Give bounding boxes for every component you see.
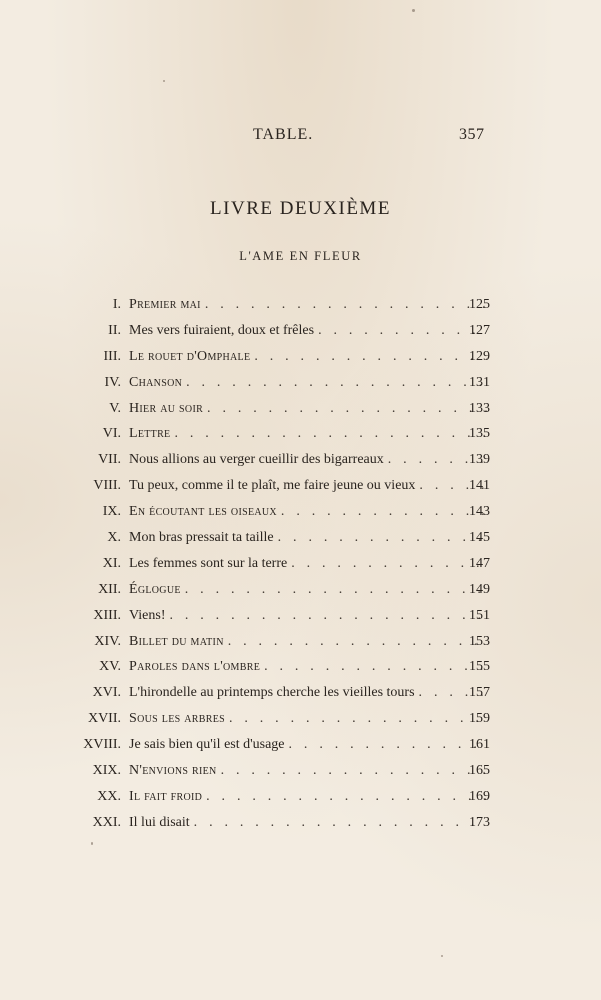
toc-entry-number: XVII. [87, 711, 121, 727]
toc-dot-leader [185, 580, 487, 600]
toc-entry-number: VI. [102, 426, 121, 442]
toc-dot-leader [206, 787, 487, 807]
toc-entry [0, 321, 601, 347]
toc-entry-number: XXI. [92, 814, 121, 830]
toc-dot-leader [221, 761, 487, 781]
toc-entry-number: II. [108, 322, 121, 338]
toc-entry-title: Chanson [129, 374, 183, 390]
toc-entry-body [129, 632, 487, 652]
toc-entry [0, 424, 601, 450]
toc-entry-title: Églogue [129, 581, 181, 597]
toc-entry-page: 143 [469, 504, 490, 520]
paper-speck [163, 80, 165, 82]
running-head [0, 126, 601, 150]
toc-entry [0, 476, 601, 502]
toc-entry-page: 149 [469, 581, 490, 597]
toc-entry-title: Il fait froid [129, 788, 203, 804]
toc-entry-body [129, 321, 487, 341]
toc-entry-title: Viens! [129, 607, 166, 623]
toc-entry [0, 761, 601, 787]
toc-entry [0, 399, 601, 425]
toc-dot-leader [278, 528, 487, 548]
toc-entry-number: I. [112, 297, 121, 312]
toc-dot-leader [194, 813, 487, 833]
toc-dot-leader [291, 554, 487, 574]
toc-entry-title: Hier au soir [129, 400, 204, 416]
toc-entry-title: Billet du matin [129, 633, 224, 649]
toc-entry-title: Premier mai [129, 297, 201, 312]
toc-entry-number: XV. [99, 659, 121, 675]
toc-entry-body [129, 554, 487, 574]
toc-entry-title: Mes vers fuiraient, doux et frêles [129, 322, 315, 338]
toc-entry-title: Les femmes sont sur la terre [129, 555, 288, 571]
toc-entry-page: 129 [469, 348, 490, 364]
toc-entry [0, 709, 601, 735]
toc-entry [0, 450, 601, 476]
toc-dot-leader [169, 606, 487, 626]
toc-dot-leader [318, 321, 487, 341]
toc-entry-title: Nous allions au verger cueillir des bigarreaux [129, 452, 384, 468]
toc-dot-leader [174, 424, 487, 444]
toc-entry-page: 125 [469, 297, 490, 312]
toc-entry-page: 153 [469, 633, 490, 649]
toc-entry-title: Je sais bien qu'il est d'usage [129, 737, 285, 753]
toc-entry-number: IV. [104, 374, 121, 390]
toc-entry-page: 155 [469, 659, 490, 675]
toc-entry-body [129, 295, 487, 315]
toc-entry-number: XIII. [93, 607, 121, 623]
toc-entry-page: 159 [469, 711, 490, 727]
toc-dot-leader [254, 347, 487, 367]
toc-entry-body [129, 735, 487, 755]
toc-entry-title: Il lui disait [129, 814, 190, 830]
toc-entry [0, 683, 601, 709]
toc-entry-body [129, 347, 487, 367]
toc-entry [0, 373, 601, 399]
toc-entry-page: 141 [469, 478, 490, 494]
toc-entry [0, 502, 601, 528]
toc-entry-number: XIV. [94, 633, 121, 649]
toc-entry-page: 131 [469, 374, 490, 390]
book-title: LIVRE DEUXIÈME [210, 198, 391, 219]
toc-entry-page: 169 [469, 788, 490, 804]
toc-entry-body [129, 606, 487, 626]
toc-entry-title: Tu peux, comme il te plaît, me faire jeune ou vieux [129, 478, 416, 494]
paper-speck [441, 955, 443, 957]
toc-entry-number: V. [109, 400, 121, 416]
toc-entry-page: 133 [469, 400, 490, 416]
toc-entry-body [129, 580, 487, 600]
toc-entry-page: 135 [469, 426, 490, 442]
toc-entry-title: Lettre [129, 426, 171, 442]
toc-entry-page: 157 [469, 685, 490, 701]
paper-speck [412, 9, 415, 12]
toc-dot-leader [207, 399, 487, 419]
toc-entry-page: 145 [469, 530, 490, 546]
toc-entry-title: Sous les arbres [129, 711, 225, 727]
toc-entry [0, 606, 601, 632]
section-title: L'AME EN FLEUR [239, 249, 362, 263]
toc-entry-body [129, 424, 487, 444]
toc-dot-leader [229, 709, 487, 729]
table-of-contents [0, 295, 601, 839]
toc-entry [0, 735, 601, 761]
toc-entry-page: 147 [469, 555, 490, 571]
toc-dot-leader [289, 735, 487, 755]
toc-entry-body [129, 528, 487, 548]
toc-entry-body [129, 709, 487, 729]
toc-entry-number: X. [107, 530, 121, 546]
toc-entry-title: Paroles dans l'ombre [129, 659, 261, 675]
toc-entry-body [129, 761, 487, 781]
toc-entry-page: 139 [469, 452, 490, 468]
toc-entry-page: 161 [469, 737, 490, 753]
toc-entry-title: Mon bras pressait ta taille [129, 530, 274, 546]
toc-entry-title: Le rouet d'Omphale [129, 348, 251, 364]
toc-entry-number: VII. [98, 452, 121, 468]
toc-entry [0, 632, 601, 658]
toc-entry [0, 580, 601, 606]
toc-entry [0, 657, 601, 683]
toc-entry-number: IX. [102, 504, 121, 520]
toc-entry-page: 173 [469, 814, 490, 830]
toc-dot-leader [228, 632, 487, 652]
paper-speck [91, 842, 93, 845]
toc-entry-number: XI. [102, 555, 121, 571]
toc-dot-leader [264, 657, 487, 677]
toc-entry [0, 813, 601, 839]
toc-entry-page: 165 [469, 763, 490, 779]
toc-entry-body [129, 657, 487, 677]
toc-entry-body [129, 787, 487, 807]
toc-entry [0, 295, 601, 321]
toc-dot-leader [281, 502, 487, 522]
toc-entry-body [129, 502, 487, 522]
toc-entry-number: VIII. [93, 478, 121, 494]
toc-entry-number: XX. [97, 788, 121, 804]
toc-entry-number: XIX. [92, 763, 121, 779]
toc-entry-number: XII. [98, 581, 121, 597]
toc-entry-body [129, 450, 487, 470]
toc-entry-body [129, 399, 487, 419]
toc-entry-title: L'hirondelle au printemps cherche les vieilles tours [129, 685, 415, 701]
toc-entry [0, 787, 601, 813]
toc-entry-body [129, 373, 487, 393]
page-number: 357 [459, 126, 485, 143]
toc-entry-page: 127 [469, 322, 490, 338]
toc-entry-number: XVIII. [83, 737, 121, 753]
toc-dot-leader [186, 373, 487, 393]
toc-entry-body [129, 683, 487, 703]
toc-entry-title: En écoutant les oiseaux [129, 504, 277, 520]
toc-entry [0, 347, 601, 373]
toc-entry-body [129, 813, 487, 833]
toc-entry-number: III. [103, 348, 121, 364]
toc-entry-title: N'envions rien [129, 763, 217, 779]
toc-dot-leader [205, 295, 487, 315]
toc-entry-number: XVI. [92, 685, 121, 701]
toc-entry [0, 528, 601, 554]
toc-entry [0, 554, 601, 580]
running-head-title: TABLE. [253, 126, 314, 143]
toc-entry-body [129, 476, 487, 496]
toc-entry-page: 151 [469, 607, 490, 623]
